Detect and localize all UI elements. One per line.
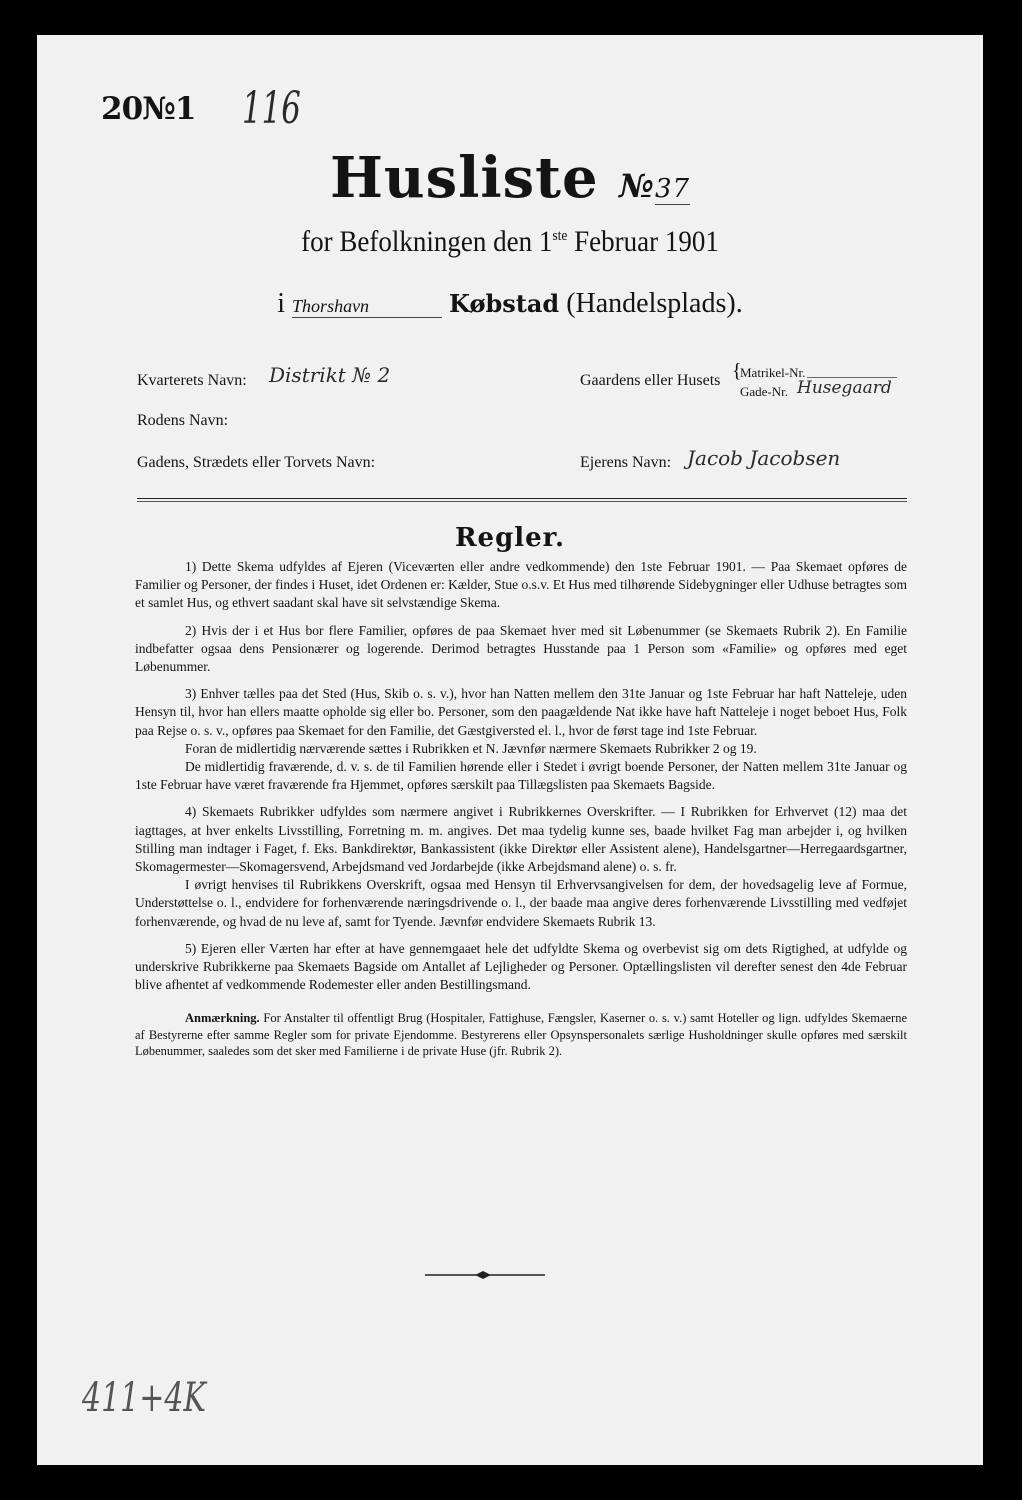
- census-form-page: [37, 35, 983, 1465]
- rule-3: 3) Enhver tælles paa det Sted (Hus, Skib o. s. v.), hvor han Natten mellem den 31te Januar og 1ste Februar har haft Natteleje, uden Hensyn til, hvor han ellers maatte opholde sig eller bo. Personer, som den paagældende Nat ikke have haft Natteleje i noget beboet Hus, Folk paa Rejse o. s. v., opføres paa Skemaet for den Familie, det Gæstgiversted el. l., hvor de først tage ind 1ste Februar.: [135, 686, 907, 738]
- annotation: [135, 1010, 907, 1060]
- rules-body: [135, 558, 907, 1069]
- subtitle-sup: ste: [552, 228, 568, 244]
- kvarter-value: Distrikt № 2: [269, 363, 391, 387]
- rule-4: 4) Skemaets Rubrikker udfyldes som nærmere angivet i Rubrikkernes Overskrifter. — I Rubrikken for Erhvervet (12) maa det iagttages, at hver enkelts Livsstilling, Forretning m. m. angives. Det maa tydelig kunne ses, baade hvilket Fag man arbejder i, og hvilken Stilling man indtager i Faget, f. Eks. Bankdirektør, Bankassistent (ikke Direktør eller Assistent alene), Handelsgartner—Herregaardsgartner, Skomagermester—Skomagersvend, Arbejdsmand ved Jordarbejde (ikke Arbejdsmand alene) o. s. fr.: [135, 804, 907, 875]
- location-handwritten: Thorshavn: [292, 296, 442, 318]
- location-bold: Købstad: [449, 289, 560, 318]
- rule-5: 5) Ejeren eller Værten har efter at have gennemgaaet hele det udfyldte Skema og overbevist sig om dets Rigtighed, at udfylde og underskrive Rubrikkerne paa Skemaets Bagside om Antallet af Lejligheder og Personer. Optællingslisten vil derefter senest den 4de Februar blive afhentet af vedkommende Rodemester eller anden Bestillingsmand.: [135, 940, 907, 993]
- ornament-diamond: [475, 1271, 491, 1279]
- matrikel-label: Matrikel-Nr.: [740, 365, 806, 380]
- location-suffix: (Handelsplads).: [566, 288, 743, 319]
- rule-3c: De midlertidig fraværende, d. v. s. de til Familien hørende eller i Stedet i øvrigt boende Personer, der Natten mellem 31te Januar og 1ste Februar have været fraværende fra Hjemmet, opføres særskilt paa Tillægslisten paa Skemaets Bagside.: [135, 759, 907, 793]
- rule-1: 1) Dette Skema udfyldes af Ejeren (Viceværten eller andre vedkommende) den 1ste Februar 1901. — Paa Skemaet opføres de Familier og Personer, der findes i Huset, idet Ordenen er: Kælder, Stue o.s.v. Et Hus med tilhørende Sidebygninger eller Udhuse betragtes som et samlet Hus, og ethvert saadant skal have sit selvstændige Skema.: [135, 559, 907, 611]
- kvarter-label: Kvarterets Navn:: [137, 372, 247, 389]
- title-number-value: 37: [654, 174, 691, 204]
- handwritten-number: 116: [242, 83, 301, 134]
- annotation-text: For Anstalter til offentligt Brug (Hospitaler, Fattighuse, Fængsler, Kaserner o. s. v.) samt Hoteller og lign. udfyldes Skemaerne af Bestyrerne efter samme Regler som for private Ejendomme. Bestyrerens eller Opsynspersonalets særlige Husholdninger skulle opføres med særskilt Løbenummer, saaledes som det sker med Familierne i de private Huse (jfr. Rubrik 2).: [135, 1011, 907, 1059]
- title-number-prefix: №: [619, 167, 655, 205]
- gaard-label: Gaardens eller Husets: [580, 372, 721, 389]
- annotation-label: Anmærkning.: [185, 1011, 260, 1026]
- rule-3b: Foran de midlertidig nærværende sættes i Rubrikken et N. Jævnfør nærmere Skemaets Rubrikker 2 og 19.: [185, 740, 757, 756]
- divider: [137, 498, 907, 499]
- location-line: [37, 288, 983, 320]
- page-title: [37, 145, 983, 211]
- ejer-label: Ejerens Navn:: [580, 454, 672, 471]
- subtitle: [84, 225, 935, 259]
- roden-label: Rodens Navn:: [137, 412, 229, 429]
- divider: [137, 501, 907, 502]
- rules-heading: Regler.: [454, 523, 566, 553]
- brace: {: [732, 360, 742, 382]
- location-prefix: i: [277, 288, 286, 319]
- subtitle-post: Februar 1901: [567, 225, 719, 258]
- title-main: Husliste: [329, 145, 599, 211]
- gade-value: Husegaard: [797, 378, 892, 398]
- rule-4b: I øvrigt henvises til Rubrikkens Overskrift, ogsaa med Hensyn til Erhvervsangivelsen for dem, der hovedsagelig leve af Formue, Understøttelse o. l., endvidere for forhenværende næringsdrivende o. l., der baade maa angive deres forhenværende Livsstilling med vedføjet forhenværende, og hvad de nu leve af, samt for Tyende. Jævnfør endvidere Skemaets Rubrik 13.: [135, 877, 907, 929]
- subtitle-pre: for Befolkningen den 1: [301, 225, 553, 258]
- ejer-value: Jacob Jacobsen: [687, 446, 841, 470]
- gaden-label: Gadens, Strædets eller Torvets Navn:: [137, 454, 376, 471]
- form-number: 20№1: [101, 91, 196, 127]
- rule-2: 2) Hvis der i et Hus bor flere Familier, opføres de paa Skemaet hver med sit Løbenummer (se Skemaets Rubrik 2). En Familie indbefatter ogsaa dens Pensionærer og logerende. Derimod betragtes Husstande paa 1 Person som «Familie» og opføres med eget Løbenummer.: [135, 622, 907, 675]
- handwritten-note: 411+4K: [82, 1375, 206, 1421]
- gade-label: Gade-Nr.: [740, 384, 789, 399]
- ornament-divider: [425, 1268, 545, 1282]
